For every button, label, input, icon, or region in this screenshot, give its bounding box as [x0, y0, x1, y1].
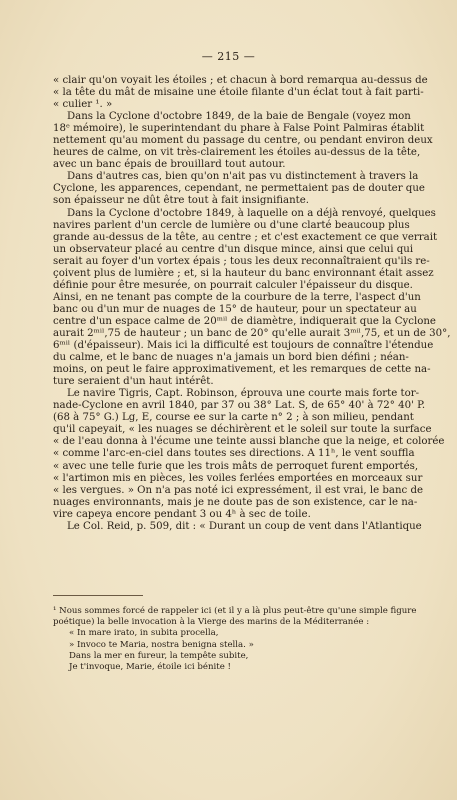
text-line: aurait 2ᵐⁱˡ,75 de hauteur ; un banc de 20° qu'elle aurait 3ᵐⁱˡ,75, et un de 30°, [53, 327, 451, 339]
verse-french: Je t'invoque, Marie, étoile ici bénite ! [69, 662, 231, 673]
text-line: moins, on peut le faire approximativement, et les remarques de cette na- [53, 364, 431, 376]
text-line: (68 à 75° G.) Lg, E, course ee sur la carte n° 2 ; à son milieu, pendant [53, 412, 414, 424]
text-line: « l'artimon mis en pièces, les voiles ferlées emportées en morceaux sur [53, 472, 423, 484]
text-line: « les vergues. » On n'a pas noté ici expressément, il est vrai, le banc de [53, 484, 424, 496]
footnote-divider [53, 595, 143, 596]
text-line: Le Col. Reid, p. 509, dit : « Durant un coup de vent dans l'Atlantique [67, 520, 422, 532]
text-line: 6ᵐⁱˡ (d'épaisseur). Mais ici la difficulté est toujours de connaître l'étendue [53, 340, 434, 352]
main-text-block [53, 75, 451, 533]
page-number: — 215 — [201, 50, 256, 63]
text-line: « comme l'arc-en-ciel dans toutes ses directions. A 11ʰ, le vent souffla [53, 448, 415, 460]
text-line: un observateur placé au centre d'un disque mince, ainsi que celui qui [53, 243, 414, 255]
text-line: banc ou d'un mur de nuages de 15° de hauteur, pour un spectateur au [53, 303, 417, 315]
verse-italian: « In mare irato, in subita procella, [69, 628, 219, 639]
text-line: nuages environnants, mais je ne doute pas de son existence, car le na- [53, 496, 418, 508]
text-line: 18ᵉ mémoire), le superintendant du phare à False Point Palmiras établit [53, 123, 425, 135]
footnote-line: ¹ Nous sommes forcé de rappeler ici (et il y a là plus peut-être qu'une simple figure [53, 606, 417, 616]
text-line: « la tête du mât de misaine une étoile filante d'un éclat tout à fait parti- [53, 87, 424, 99]
text-line: çoivent plus de lumière ; et, si la hauteur du banc environnant était assez [53, 267, 434, 279]
text-line: Le navire Tigris, Capt. Robinson, éprouva une courte mais forte tor- [67, 388, 420, 400]
footnote-line: poétique) la belle invocation à la Vierge des marins de la Méditerranée : [53, 617, 370, 628]
text-line: son épaisseur ne dût être tout à fait insignifiante. [53, 195, 310, 207]
text-line: heures de calme, on vit très-clairement les étoiles au-dessus de la tête, [53, 147, 421, 159]
verse-italian: » Invoco te Maria, nostra benigna stella. » [69, 639, 254, 650]
text-line: ture seraient d'un haut intérêt. [53, 376, 214, 388]
text-line: grande au-dessus de la tête, au centre ; et c'est exactement ce que verrait [53, 231, 438, 243]
footnote-block [53, 606, 417, 673]
text-line: serait au foyer d'un vortex épais ; tous les deux reconnaîtraient qu'ils re- [53, 255, 430, 267]
text-line: Cyclone, les apparences, cependant, ne permettaient pas de douter que [53, 183, 425, 195]
text-line: navires parlent d'un cercle de lumière ou d'une clarté beaucoup plus [53, 219, 410, 231]
text-line: « de l'eau donna à l'écume une teinte aussi blanche que la neige, et colorée [53, 436, 445, 448]
text-line: Dans la Cyclone d'octobre 1849, à laquelle on a déjà renvoyé, quelques [67, 207, 436, 219]
text-line: avec un banc épais de brouillard tout autour. [53, 159, 286, 171]
text-line: « clair qu'on voyait les étoiles ; et chacun à bord remarqua au-dessus de [53, 75, 428, 86]
text-line: « culier ¹. » [53, 99, 113, 111]
text-line: « avec une telle furie que les trois mâts de perroquet furent emportés, [53, 460, 419, 472]
text-line: centre d'un espace calme de 20ᵐⁱˡ de diamètre, indiquerait que la Cyclone [53, 315, 436, 327]
verse-french: Dans la mer en fureur, la tempête subite, [69, 650, 249, 661]
text-line: nade-Cyclone en avril 1840, par 37 ou 38° Lat. S, de 65° 40' à 72° 40' P. [53, 400, 426, 412]
text-line: Ainsi, en ne tenant pas compte de la courbure de la terre, l'aspect d'un [53, 291, 421, 303]
text-line: Dans d'autres cas, bien qu'on n'ait pas vu distinctement à travers la [67, 171, 419, 183]
text-line: Dans la Cyclone d'octobre 1849, de la baie de Bengale (voyez mon [67, 111, 411, 123]
text-line: définie pour être mesurée, on pourrait calculer l'épaisseur du disque. [53, 279, 413, 291]
text-line: qu'il capeyait, « les nuages se déchirèrent et le soleil sur toute la surface [53, 424, 432, 436]
text-line: vire capeya encore pendant 3 ou 4ʰ à sec de toile. [53, 508, 311, 520]
text-line: du calme, et le banc de nuages n'a jamais un bord bien défini ; néan- [53, 352, 409, 364]
text-line: nettement qu'au moment du passage du centre, ou pendant environ deux [53, 135, 433, 147]
